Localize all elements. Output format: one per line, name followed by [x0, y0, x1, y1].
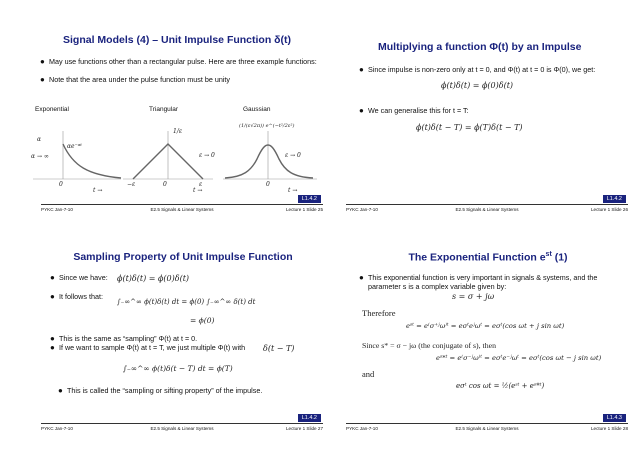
slide-footer — [346, 207, 628, 217]
slide-28 — [338, 234, 638, 444]
title-superscript: st — [545, 251, 552, 258]
plot-label-gaussian: Gaussian — [243, 106, 271, 113]
equation: ϕ(t)δ(t) = ϕ(0)δ(t) — [441, 81, 514, 90]
bullet-dot-icon: ● — [50, 343, 55, 352]
integral-equation: ∫₋∞^∞ ϕ(t)δ(t − T) dt = ϕ(T) — [123, 364, 233, 373]
equation-result: = ϕ(0) — [190, 316, 215, 325]
bullet-text: Since we have: — [59, 273, 108, 282]
triangle-neg-epsilon-label: −ε — [127, 181, 136, 188]
equation: ϕ(t)δ(t) = ϕ(0)δ(t) — [117, 274, 190, 283]
bullet-text: If we want to sample Φ(t) at t = T, we just multiple Φ(t) with — [59, 343, 246, 352]
title-text: (t) by an Impulse — [498, 41, 582, 53]
gaussian-function-label: (1/(ε√2π)) e^(−t²/2ε²) — [239, 123, 295, 129]
bullet-item — [359, 273, 630, 291]
section-badge: L1.4.2 — [603, 195, 626, 203]
exp-alpha-label: α — [37, 136, 42, 143]
footer-slide-number: Lecture 1 Slide 25 — [285, 207, 323, 212]
equation: eˢ*ᵗ = e⁽σ⁻ʲω⁾ᵗ = eσᵗe⁻ʲωᵗ = eσᵗ(cos ωt − j sin ωt) — [436, 354, 602, 362]
slide-25 — [33, 15, 333, 225]
slide-title: Sampling Property of Unit Impulse Function — [73, 251, 293, 263]
bullet-item — [40, 75, 319, 85]
slide-27 — [33, 234, 333, 444]
gaussian-pulse-plot — [223, 121, 318, 191]
slide-title: Signal Models (4) – Unit Impulse Function δ(t) — [63, 34, 292, 46]
triangle-t-label: t → — [193, 187, 203, 194]
bullet-text: This exponential function is very important in signals & systems, and the parameter s is a complex variable given by: — [368, 273, 598, 291]
equation: s = σ + jω — [452, 292, 495, 301]
bullet-item — [359, 106, 633, 116]
footer-author: PYKC Jan-7-10 — [41, 207, 73, 212]
slide-footer — [41, 426, 323, 436]
footer-course: E2.5 Signals & Linear Systems — [455, 426, 519, 431]
section-badge: L1.4.3 — [603, 414, 626, 422]
triangle-pos-epsilon-label: ε — [199, 181, 203, 188]
triangle-height-label: 1/ε — [173, 128, 183, 135]
gaussian-zero-label: 0 — [266, 181, 270, 188]
bullet-item — [359, 65, 633, 75]
bullet-dot-icon: ● — [50, 273, 55, 282]
bullet-text: This is called the “sampling or sifting property” of the impulse. — [67, 386, 263, 395]
bullet-item — [50, 292, 103, 302]
triangle-zero-label: 0 — [163, 181, 167, 188]
bullet-dot-icon: ● — [50, 292, 55, 301]
footer-divider — [346, 423, 628, 424]
footer-course: E2.5 Signals & Linear Systems — [150, 207, 214, 212]
integral-equation: ∫₋∞^∞ ϕ(t)δ(t) dt = ϕ(0) ∫₋∞^∞ δ(t) dt — [117, 298, 256, 306]
section-badge: L1.4.2 — [298, 414, 321, 422]
bullet-dot-icon: ● — [359, 106, 364, 115]
slide-footer — [41, 207, 323, 217]
equation: ϕ(t)δ(t − T) = ϕ(T)δ(t − T) — [416, 123, 523, 132]
exp-function-label: αe⁻ᵅᵗ — [67, 143, 82, 150]
bullet-text: It follows that: — [59, 292, 103, 301]
footer-divider — [346, 204, 628, 205]
text-and: and — [362, 369, 375, 379]
footer-divider — [41, 423, 323, 424]
footer-slide-number: Lecture 1 Slide 26 — [590, 207, 628, 212]
bullet-text: May use functions other than a rectangular pulse. Here are three example functions: — [49, 57, 317, 66]
title-text: The Exponential Function e — [408, 251, 546, 264]
gaussian-t-label: t → — [288, 187, 298, 194]
bullet-item — [58, 386, 327, 396]
bullet-text: This is the same as “sampling” Φ(t) at t = 0. — [59, 334, 198, 343]
equation: eˢᵗ = e⁽σ⁺ʲω⁾ᵗ = eσᵗeʲωᵗ = eσᵗ(cos ωt + j sin ωt) — [406, 322, 565, 330]
bullet-dot-icon: ● — [359, 65, 364, 74]
bullet-dot-icon: ● — [58, 386, 63, 395]
footer-course: E2.5 Signals & Linear Systems — [455, 207, 519, 212]
slide-26 — [338, 15, 638, 225]
footer-author: PYKC Jan-7-10 — [346, 426, 378, 431]
exp-zero-label: 0 — [59, 181, 63, 188]
gaussian-limit-label: ε → 0 — [285, 152, 301, 159]
bullet-item — [50, 273, 108, 283]
footer-slide-number: Lecture 1 Slide 27 — [285, 426, 323, 431]
section-badge: L1.4.2 — [298, 195, 321, 203]
text-therefore: Therefore — [362, 308, 396, 318]
slide-title — [378, 41, 638, 53]
title-text: Multiplying a function — [378, 41, 490, 53]
footer-slide-number: Lecture 1 Slide 28 — [590, 426, 628, 431]
bullet-item — [40, 57, 319, 67]
footer-author: PYKC Jan-7-10 — [346, 207, 378, 212]
footer-author: PYKC Jan-7-10 — [41, 426, 73, 431]
slide-title — [338, 251, 638, 264]
bullet-text: Since impulse is non-zero only at t = 0, and Φ(t) at t = 0 is Φ(0), we get: — [368, 65, 596, 74]
equation: eσᵗ cos ωt = ½(eˢᵗ + eˢ*ᵗ) — [456, 382, 545, 390]
exp-t-label: t → — [93, 187, 103, 194]
bullet-dot-icon: ● — [40, 57, 45, 66]
bullet-text: We can generalise this for t = T: — [368, 106, 469, 115]
footer-divider — [41, 204, 323, 205]
bullet-dot-icon: ● — [50, 334, 55, 343]
bullet-text: Note that the area under the pulse function must be unity — [49, 75, 231, 84]
bullet-dot-icon: ● — [40, 75, 45, 84]
title-text: (1) — [551, 251, 568, 264]
bullet-item — [50, 343, 269, 353]
title-phi: Φ — [489, 41, 499, 53]
exp-limit-label: α → ∞ — [31, 153, 49, 160]
plot-label-exponential: Exponential — [35, 106, 69, 113]
triangle-limit-label: ε → 0 — [199, 152, 215, 159]
slide-footer — [346, 426, 628, 436]
equation: δ(t − T) — [263, 344, 295, 353]
text-since: Since s* = σ − jω (the conjugate of s), then — [362, 341, 496, 350]
bullet-dot-icon: ● — [359, 273, 364, 282]
plot-label-triangular: Triangular — [149, 106, 179, 113]
footer-course: E2.5 Signals & Linear Systems — [150, 426, 214, 431]
